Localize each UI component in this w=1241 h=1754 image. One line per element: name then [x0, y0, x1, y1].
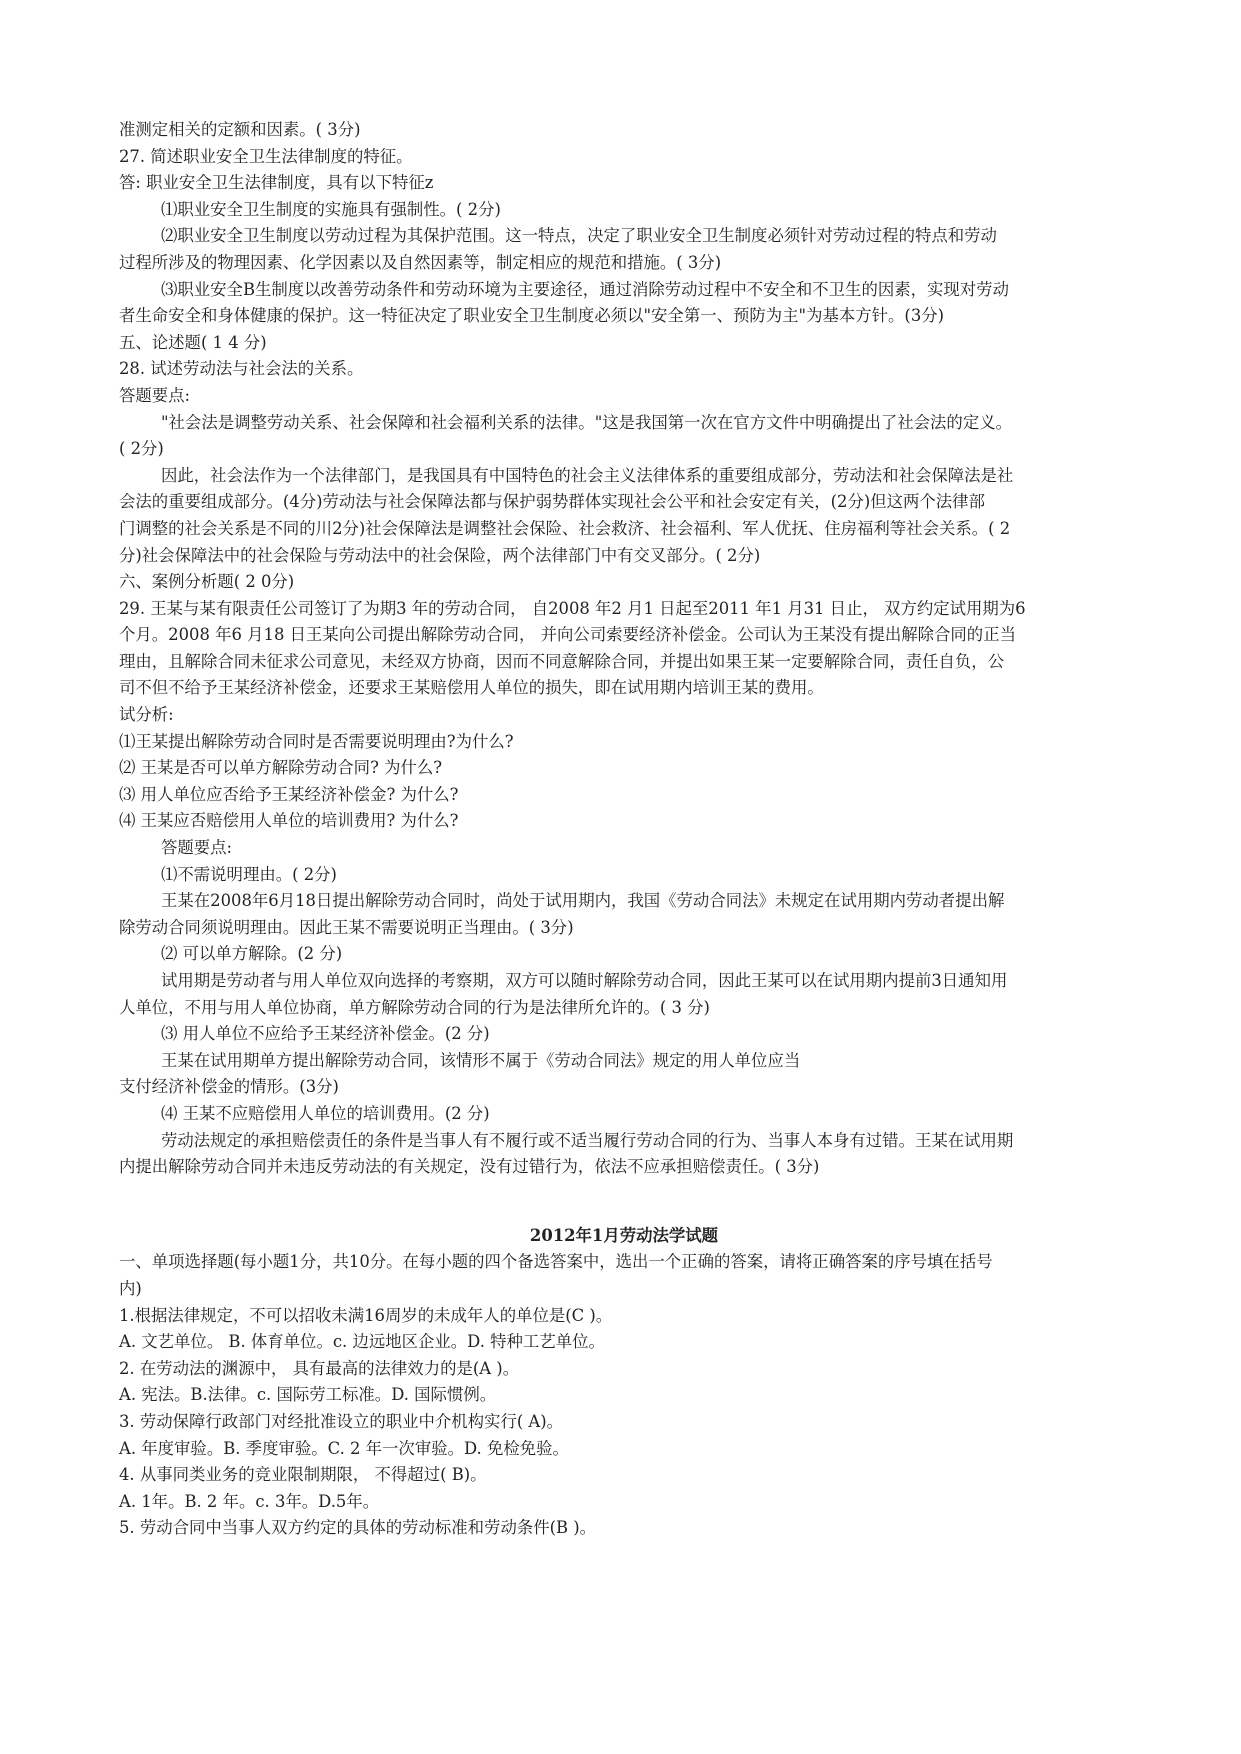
text-line: 29. 王某与某有限责任公司签订了为期3 年的劳动合同， 自2008 年2 月1 日起至2011 年1 月31 日止， 双方约定试用期为6: [119, 598, 1026, 618]
document-page: [119, 117, 1129, 1542]
text-line: 5. 劳动合同中当事人双方约定的具体的劳动标准和劳动条件(B )。: [119, 1518, 597, 1538]
text-line: 27. 简述职业安全卫生法律制度的特征。: [119, 146, 413, 166]
text-line: 理由，且解除合同未征求公司意见，未经双方协商，因而不同意解除合同，并提出如果王某一定要解除合同，责任自负，公: [119, 651, 1005, 671]
text-line: 王某在试用期单方提出解除劳动合同，该情形不属于《劳动合同法》规定的用人单位应当: [161, 1050, 801, 1070]
text-line: 内): [119, 1278, 142, 1298]
text-line: 准测定相关的定额和因素。( 3分): [119, 120, 361, 139]
text-line: 4. 从事同类业务的竞业限制期限， 不得超过( B)。: [119, 1465, 487, 1485]
text-line: 内提出解除劳动合同并未违反劳动法的有关规定，没有过错行为，依法不应承担赔偿责任。( 3分): [119, 1157, 820, 1177]
text-line: 过程所涉及的物理因素、化学因素以及自然因素等，制定相应的规范和措施。( 3分): [119, 252, 722, 272]
text-line: ⑴王某提出解除劳动合同时是否需要说明理由?为什么?: [119, 731, 514, 751]
text-line: 答题要点:: [119, 385, 191, 405]
text-line: A. 文艺单位。 B. 体育单位。c. 边远地区企业。D. 特种工艺单位。: [119, 1332, 605, 1352]
text-line: ⑶ 用人单位不应给予王某经济补偿金。(2 分): [161, 1024, 490, 1044]
text-line: ⑵ 王某是否可以单方解除劳动合同? 为什么?: [119, 758, 443, 778]
text-line: A. 年度审验。B. 季度审验。C. 2 年一次审验。D. 免检免验。: [119, 1438, 569, 1458]
text-line: 五、论述题( 1 4 分): [119, 332, 267, 352]
text-line: 答: 职业安全卫生法律制度，具有以下特征z: [119, 173, 434, 193]
text-line: ( 2分): [119, 439, 164, 459]
text-line: 试用期是劳动者与用人单位双向选择的考察期，双方可以随时解除劳动合同，因此王某可以在试用期内提前3日通知用: [161, 971, 1008, 990]
text-line: 分)社会保障法中的社会保险与劳动法中的社会保险，两个法律部门中有交叉部分。( 2分): [119, 545, 761, 565]
text-line: A. 宪法。B.法律。c. 国际劳工标准。D. 国际惯例。: [119, 1385, 497, 1405]
text-line: 支付经济补偿金的情形。(3分): [119, 1077, 339, 1097]
text-line: 者生命安全和身体健康的保护。这一特征决定了职业安全卫生制度必须以"安全第一、预防为主"为基本方针。(3分): [119, 306, 945, 326]
text-line: 六、案例分析题( 2 0分): [119, 572, 295, 592]
text-line: 一、单项选择题(每小题1分，共10分。在每小题的四个备选答案中，选出一个正确的答案，请将正确答案的序号填在括号: [119, 1252, 993, 1272]
text-line: 2. 在劳动法的渊源中， 具有最高的法律效力的是(A )。: [119, 1358, 520, 1378]
text-line: 王某在2008年6月18日提出解除劳动合同时，尚处于试用期内，我国《劳动合同法》未规定在试用期内劳动者提出解: [161, 891, 1005, 911]
text-line: ⑴职业安全卫生制度的实施具有强制性。( 2分): [161, 199, 501, 219]
answer-section: [119, 117, 1129, 1181]
text-line: "社会法是调整劳动关系、社会保障和社会福利关系的法律。"这是我国第一次在官方文件中明确提出了社会法的定义。: [161, 412, 1012, 432]
text-line: ⑶ 用人单位应否给予王某经济补偿金? 为什么?: [119, 784, 459, 804]
text-line: 除劳动合同须说明理由。因此王某不需要说明正当理由。( 3分): [119, 917, 574, 937]
text-line: ⑷ 王某应否赔偿用人单位的培训费用? 为什么?: [119, 811, 459, 831]
text-line: 会法的重要组成部分。(4分)劳动法与社会保障法都与保护弱势群体实现社会公平和社会安定有关，(2分)但这两个法律部: [119, 492, 985, 512]
text-line: ⑵职业安全卫生制度以劳动过程为其保护范围。这一特点，决定了职业安全卫生制度必须针对劳动过程的特点和劳动: [161, 226, 997, 246]
text-line: 试分析:: [119, 705, 174, 725]
text-line: A. 1年。B. 2 年。c. 3年。D.5年。: [119, 1491, 380, 1511]
text-line: ⑵ 可以单方解除。(2 分): [161, 944, 343, 964]
text-line: 因此，社会法作为一个法律部门，是我国具有中国特色的社会主义法律体系的重要组成部分，劳动法和社会保障法是社: [161, 465, 1014, 485]
text-line: 1.根据法律规定，不可以招收未满16周岁的未成年人的单位是(C )。: [119, 1305, 613, 1325]
text-line: ⑷ 王某不应赔偿用人单位的培训费用。(2 分): [161, 1103, 490, 1123]
text-line: 3. 劳动保障行政部门对经批准设立的职业中介机构实行( A)。: [119, 1411, 564, 1431]
question-section: [119, 1249, 1129, 1542]
text-line: 门调整的社会关系是不同的川2分)社会保障法是调整社会保险、社会救济、社会福利、军人优抚、住房福利等社会关系。( 2: [119, 518, 1011, 538]
text-line: 司不但不给予王某经济补偿金，还要求王某赔偿用人单位的损失，即在试用期内培训王某的费用。: [119, 678, 824, 698]
section-gap: [119, 1181, 1129, 1223]
exam-title: 2012年1月劳动法学试题: [529, 1225, 719, 1245]
text-line: ⑴不需说明理由。( 2分): [161, 864, 337, 884]
text-line: 28. 试述劳动法与社会法的关系。: [119, 359, 364, 379]
text-line: 人单位，不用与用人单位协商，单方解除劳动合同的行为是法律所允许的。( 3 分): [119, 997, 710, 1017]
text-line: 劳动法规定的承担赔偿责任的条件是当事人有不履行或不适当履行劳动合同的行为、当事人本身有过错。王某在试用期: [161, 1130, 1014, 1150]
text-line: 答题要点:: [161, 838, 233, 858]
text-line: 个月。2008 年6 月18 日王某向公司提出解除劳动合同， 并向公司索要经济补偿金。公司认为王某没有提出解除合同的正当: [119, 625, 1016, 645]
text-line: ⑶职业安全B生制度以改善劳动条件和劳动环境为主要途径，通过消除劳动过程中不安全和不卫生的因素，实现对劳动: [161, 279, 1009, 299]
